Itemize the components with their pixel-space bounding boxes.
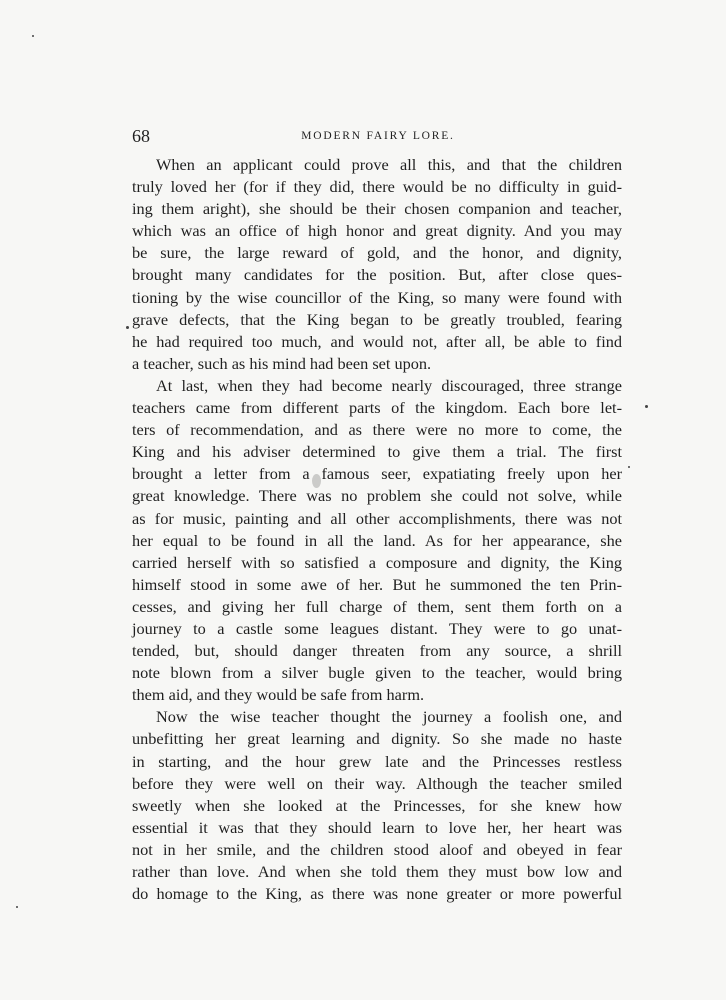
text-line: teachers came from different parts of the kingdom. Each bore let-: [132, 398, 622, 418]
text-line: ing them aright), she should be their chosen companion and teacher,: [132, 199, 622, 219]
paper-speck: [126, 326, 129, 329]
paper-speck: [645, 405, 648, 408]
text-line: not in her smile, and the children stood aloof and obeyed in fear: [132, 839, 622, 859]
text-line: rather than love. And when she told them they must bow low and: [132, 862, 622, 881]
text-line: carried herself with so satisfied a composure and dignity, the King: [132, 552, 622, 572]
text-line: before they were well on their way. Although the teacher smiled: [132, 773, 622, 793]
page-header: [132, 124, 624, 148]
text-line: grave defects, that the King began to be greatly troubled, fearing: [132, 309, 622, 329]
text-line: When an applicant could prove all this, and that the children: [156, 155, 622, 174]
text-line: in starting, and the hour grew late and the Princesses restless: [132, 751, 622, 771]
paper-speck: [16, 906, 18, 908]
running-head: MODERN FAIRY LORE.: [301, 130, 455, 142]
text-line: great knowledge. There was no problem she could not solve, while: [132, 486, 622, 506]
text-line: them aid, and they would be safe from harm.: [132, 685, 425, 705]
text-line: Now the wise teacher thought the journey a foolish one, and: [156, 707, 622, 727]
text-line: unbefitting her great learning and dignity. So she made no haste: [132, 729, 622, 749]
text-line: himself stood in some awe of her. But he summoned the ten Prin-: [132, 574, 622, 594]
text-line: do homage to the King, as there was none greater or more powerful: [132, 884, 622, 904]
text-line: ters of recommendation, and as there were no more to come, the: [132, 420, 622, 440]
page-number: 68: [132, 126, 150, 146]
text-line: a teacher, such as his mind had been set upon.: [132, 353, 432, 373]
body-text: [132, 154, 622, 905]
text-line: At last, when they had become nearly discouraged, three strange: [156, 375, 622, 395]
text-line: he had required too much, and would not, after all, be able to find: [132, 331, 622, 351]
text-line: truly loved her (for if they did, there would be no difficulty in guid-: [132, 177, 622, 197]
paper-speck: [628, 466, 630, 468]
text-line: King and his adviser determined to give them a trial. The first: [132, 442, 622, 462]
text-line: sweetly when she looked at the Princesses, for she knew how: [132, 795, 622, 815]
text-line: be sure, the large reward of gold, and the honor, and dignity,: [132, 243, 622, 263]
text-line: journey to a castle some leagues distant. They were to go unat-: [132, 618, 622, 638]
text-line: note blown from a silver bugle given to the teacher, would bring: [132, 663, 622, 683]
text-line: tended, but, should danger threaten from any source, a shrill: [132, 641, 622, 661]
text-line: as for music, painting and all other accomplishments, there was not: [132, 508, 622, 528]
text-line: her equal to be found in all the land. As for her appearance, she: [132, 530, 622, 550]
text-line: cesses, and giving her full charge of them, sent them forth on a: [132, 596, 622, 616]
text-line: tioning by the wise councillor of the King, so many were found with: [132, 287, 622, 307]
text-line: brought many candidates for the position. But, after close ques-: [132, 265, 622, 285]
text-line: essential it was that they should learn to love her, her heart was: [132, 817, 622, 837]
text-line: which was an office of high honor and great dignity. And you may: [132, 221, 622, 241]
ink-blot: [312, 474, 321, 488]
text-line: brought a letter from a famous seer, expatiating freely upon her: [132, 464, 622, 484]
paper-speck: [32, 35, 34, 37]
